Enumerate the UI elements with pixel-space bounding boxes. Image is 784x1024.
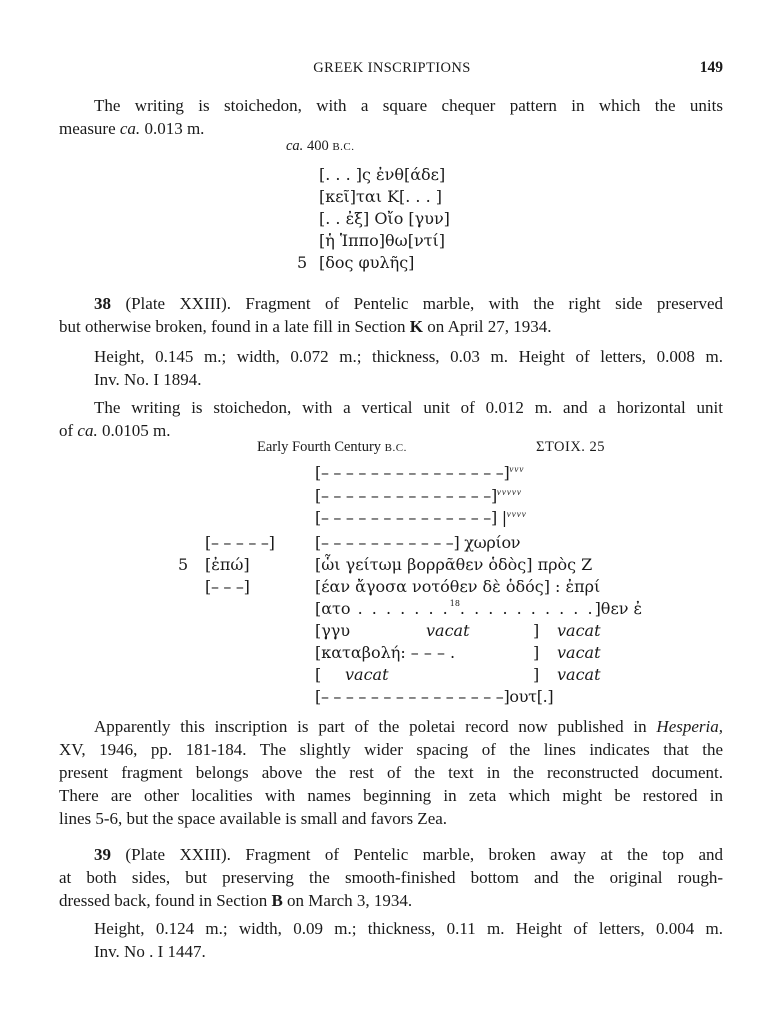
inscription-37-line-5: [δος φυλῆς] [319,253,415,272]
inscription-37-line-3: [. . ἐξ] Οἴο [γυν] [319,209,450,228]
inscription-38-line-10-vacat-2: vacat [557,665,601,684]
entry-38-description [59,292,723,338]
commentary-line-4: There are other localities with names beginning in zeta which might be restored in [59,786,723,805]
inscription-37-line-4: [ἡ Ἱππο]θω[ντί] [319,231,446,250]
inscription-38-line-3: [– – – – – – – – – – – – – –] $|^{vvvv}$ [315,508,527,527]
inscription-38-line-8-bracket: ] [533,621,540,640]
inscription-38-line-7: [ατο . . . . . . .$^{18}$. . . . . . . . . .]θεν ἐ [315,599,643,618]
running-header: GREEK INSCRIPTIONS [313,60,471,76]
inscription-38-line-8-vacat-2: vacat [557,621,601,640]
entry-39-dims-line-2: Inv. No . I 1447. [94,942,206,961]
entry-38-number: 38 [94,294,111,313]
inscription-37-line-number: 5 [297,253,308,272]
inscription-37-line-2: [κεῖ]ται Κ[. . . ] [319,187,443,206]
inscription-38-line-1: [– – – – – – – – – – – – – – –]$^{vvv}$ [315,463,525,482]
entry-38-dimensions [59,345,723,391]
inscription-38-line-10-a: [ [315,665,322,684]
entry-38-line-1: 38 (Plate XXIII). Fragment of Pentelic marble, with the right side preserved [94,294,723,313]
inscription-38-line-6: [έαν ἄγοσα νοτόθεν δὲ ὁδός] : ἐπρί [315,577,601,596]
inscription-38-line-9-bracket: ] [533,643,540,662]
inscription-38-line-5: [ὧι γείτωμ βορρᾶθεν ὁδὸς] πρὸς Ζ [315,555,593,574]
inscription-38-line-9-a: [καταβολή: – – – . [315,643,456,662]
entry-38-line-2: but otherwise broken, found in a late fill in Section K on April 27, 1934. [59,317,552,336]
entry-39-number: 39 [94,845,111,864]
page-number: 149 [699,59,723,76]
inscription-38-line-4: [– – – – – – – – – – –] χωρίον [315,533,521,552]
inscription-38-left-line-4: [– – – – –] [205,533,275,552]
commentary-line-3: present fragment belongs above the rest of the text in the reconstructed document. [59,763,723,782]
inscription-37-date: ca. 400 B.C. [286,138,355,154]
entry-38-writing-line-1: The writing is stoichedon, with a vertical unit of 0.012 m. and a horizontal unit [94,398,723,417]
inscription-38-line-2: [– – – – – – – – – – – – – –]$^{vvvvv}$ [315,486,522,505]
entry-38-writing [59,396,723,442]
inscription-38-line-8-vacat: vacat [426,621,470,640]
intro-line-2: measure ca. 0.013 m. [59,119,205,138]
commentary-line-1: Apparently this inscription is part of the poletai record now published in Hesperia, [94,717,723,736]
inscription-38-date: Early Fourth Century B.C. [257,439,407,455]
entry-38-dims-line-2: Inv. No. I 1894. [94,370,202,389]
intro-paragraph [59,94,723,140]
inscription-38-line-9-vacat: vacat [557,643,601,662]
inscription-38-line-11: [– – – – – – – – – – – – – – –]ουτ[.] [315,687,554,706]
inscription-38-line-10-vacat: vacat [345,665,389,684]
commentary-paragraph [59,715,723,830]
intro-line-1: The writing is stoichedon, with a square chequer pattern in which the units [94,96,723,115]
entry-39-dims-line-1: Height, 0.124 m.; width, 0.09 m.; thickness, 0.11 m. Height of letters, 0.004 m. [94,919,723,938]
inscription-37-line-1: [. . . ]ς ἐνθ[άδε] [319,165,446,184]
commentary-line-5: lines 5-6, but the space available is small and favors Zea. [59,809,448,828]
commentary-line-2: XV, 1946, pp. 181-184. The slightly wider spacing of the lines indicates that the [59,740,723,759]
inscription-38-line-number: 5 [178,555,189,574]
entry-38-dims-line-1: Height, 0.145 m.; width, 0.072 m.; thickness, 0.03 m. Height of letters, 0.008 m. [94,347,723,366]
entry-39-line-2: at both sides, but preserving the smooth-finished bottom and the original rough- [59,868,723,887]
inscription-38-line-8-a: [γγυ [315,621,351,640]
entry-39-dimensions [59,917,723,963]
entry-39-description [59,843,723,912]
entry-39-line-3: dressed back, found in Section B on March 3, 1934. [59,891,413,910]
entry-39-line-1: 39 (Plate XXIII). Fragment of Pentelic marble, broken away at the top and [94,845,723,864]
entry-38-writing-line-2: of ca. 0.0105 m. [59,421,171,440]
inscription-38-line-10-bracket: ] [533,665,540,684]
inscription-38-left-line-6: [– – –] [205,577,250,596]
inscription-38-stoichedon-count: ΣΤΟΙΧ. 25 [536,439,606,455]
inscription-38-left-line-5: [ἐπώ] [205,555,250,574]
